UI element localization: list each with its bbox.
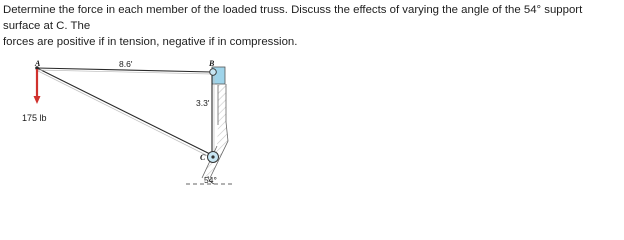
joint-a-label: A <box>35 59 41 68</box>
problem-line-1: Determine the force in each member of the loaded truss. Discuss the effects of varying the angle of the 54° support surface at C. The <box>3 4 583 32</box>
load-arrow-head <box>34 96 41 104</box>
dimension-horizontal: 8.6' <box>119 59 133 69</box>
roller-c-hub <box>211 155 214 158</box>
problem-line-2: forces are positive if in tension, negative if in compression. <box>3 36 298 48</box>
load-label: 175 lb <box>22 113 47 123</box>
pin-b <box>210 69 217 76</box>
member-ab-shadow <box>37 70 212 74</box>
joint-b-label: B <box>209 59 215 68</box>
angle-label: 54° <box>204 175 217 185</box>
dimension-vertical: 3.3' <box>196 98 210 108</box>
joint-c-label: C <box>200 153 206 162</box>
member-ac-shadow <box>38 71 212 158</box>
member-ac <box>37 68 212 155</box>
